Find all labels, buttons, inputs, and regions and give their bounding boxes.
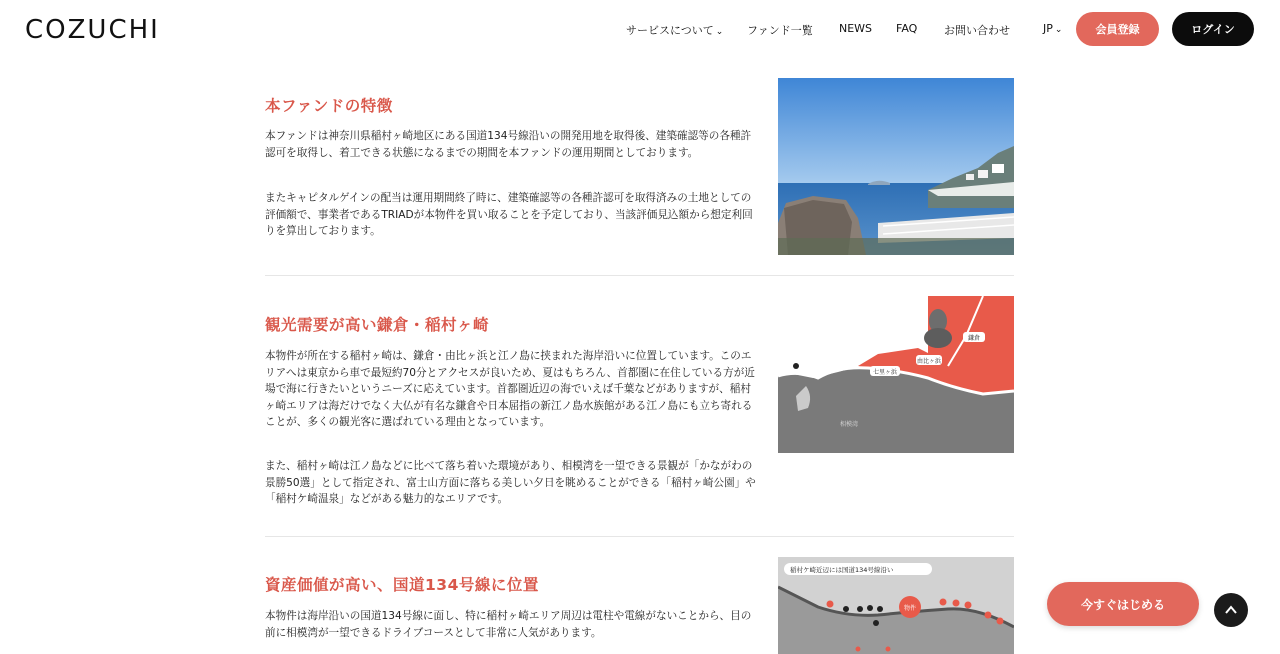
route-map [778,557,1014,654]
map-label-sagamiwan: 相模湾 [840,421,859,428]
nav-label: ファンド一覧 [747,24,813,37]
section-route-134 [265,557,1014,654]
language-selector[interactable] [1043,22,1062,35]
scroll-to-top-button[interactable] [1214,593,1248,627]
map-label-yuigahama: 由比ヶ浜 [916,358,942,365]
section-fund-features [265,78,1014,258]
section-paragraph: 本ファンドは神奈川県稲村ヶ崎地区にある国道134号線沿いの開発用地を取得後、建築確認等の各種許認可を取得し、着工できる状態になるまでの期間を本ファンドの運用期間としております。 [265,130,752,159]
login-button[interactable]: ログイン [1172,12,1254,46]
register-button[interactable]: 会員登録 [1076,12,1159,46]
seaside-photo-graphic [778,78,1014,255]
nav-item-faq[interactable] [896,22,917,35]
area-map-graphic [778,296,1014,453]
chevron-up-icon [1223,602,1239,618]
nav-item-service[interactable] [626,22,723,38]
nav-item-contact[interactable] [944,22,1010,38]
section-paragraph: 本物件は海岸沿いの国道134号線に面し、特に稲村ヶ崎エリア周辺は電柱や電線がないことから、目の前に相模湾が一望できるドライブコースとして非常に人気があります。 [265,610,752,639]
section-title: 本ファンドの特徴 [265,97,393,115]
chevron-down-icon: ⌄ [715,27,724,37]
route-map-graphic [778,557,1014,654]
map-label-kamakura: 鎌倉 [967,335,981,342]
section-divider [265,275,1014,276]
nav-item-funds[interactable] [747,22,813,38]
nav-label: FAQ [896,22,918,35]
language-label: JP [1043,22,1053,35]
seaside-photo [778,78,1014,255]
site-header [0,0,1280,60]
section-title: 資産価値が高い、国道134号線に位置 [265,576,539,594]
nav-label: サービスについて [626,24,714,37]
nav-label: お問い合わせ [944,24,1010,37]
start-now-button[interactable]: 今すぐはじめる [1047,582,1199,626]
map-label-shichirigahama: 七里ヶ浜 [872,369,898,376]
section-paragraph: 本物件が所在する稲村ヶ崎は、鎌倉・由比ヶ浜と江ノ島に挟まれた海岸沿いに位置しています。このエリアへは東京から車で最短約70分とアクセスが良いため、夏はもちろん、首都圏に在住している方が近場で海に行きたいというニーズに応えています。首都圏近辺の海でいえば千葉などがありますが、稲村ヶ崎エリアは海だけでなく大仏が有名な鎌倉や日本屈指の新江ノ島水族館がある江ノ島にも立ち寄れることが、多くの観光客に選ばれている理由となっています。 [265,350,755,429]
section-divider [265,536,1014,537]
section-paragraph: また、稲村ヶ崎は江ノ島などに比べて落ち着いた環境があり、相模湾を一望できる景観が「かながわの景勝50選」として指定され、富士山方面に落ちる美しい夕日を眺めることができる「稲村ヶ崎公園」や「稲村ケ崎温泉」などがある魅力的なエリアです。 [265,460,756,506]
section-kamakura-inamuragasaki [265,296,1014,516]
section-paragraph: またキャピタルゲインの配当は運用期間終了時に、建築確認等の各種許認可を取得済みの土地としての評価額で、事業者であるTRIADが本物件を買い取ることを予定しており、当該評価見込額から想定利回りを算出しております。 [265,192,753,238]
route-map-property-label: 物件 [903,605,917,612]
cozuchi-logo[interactable]: COZUCHI [25,15,160,45]
route-map-banner: 稲村ケ崎近辺には国道134号線沿い [790,566,894,574]
nav-item-news[interactable] [839,22,872,35]
nav-label: NEWS [839,22,873,35]
area-map [778,296,1014,453]
chevron-down-icon: ⌄ [1054,25,1063,35]
section-title: 観光需要が高い鎌倉・稲村ヶ崎 [265,316,490,334]
